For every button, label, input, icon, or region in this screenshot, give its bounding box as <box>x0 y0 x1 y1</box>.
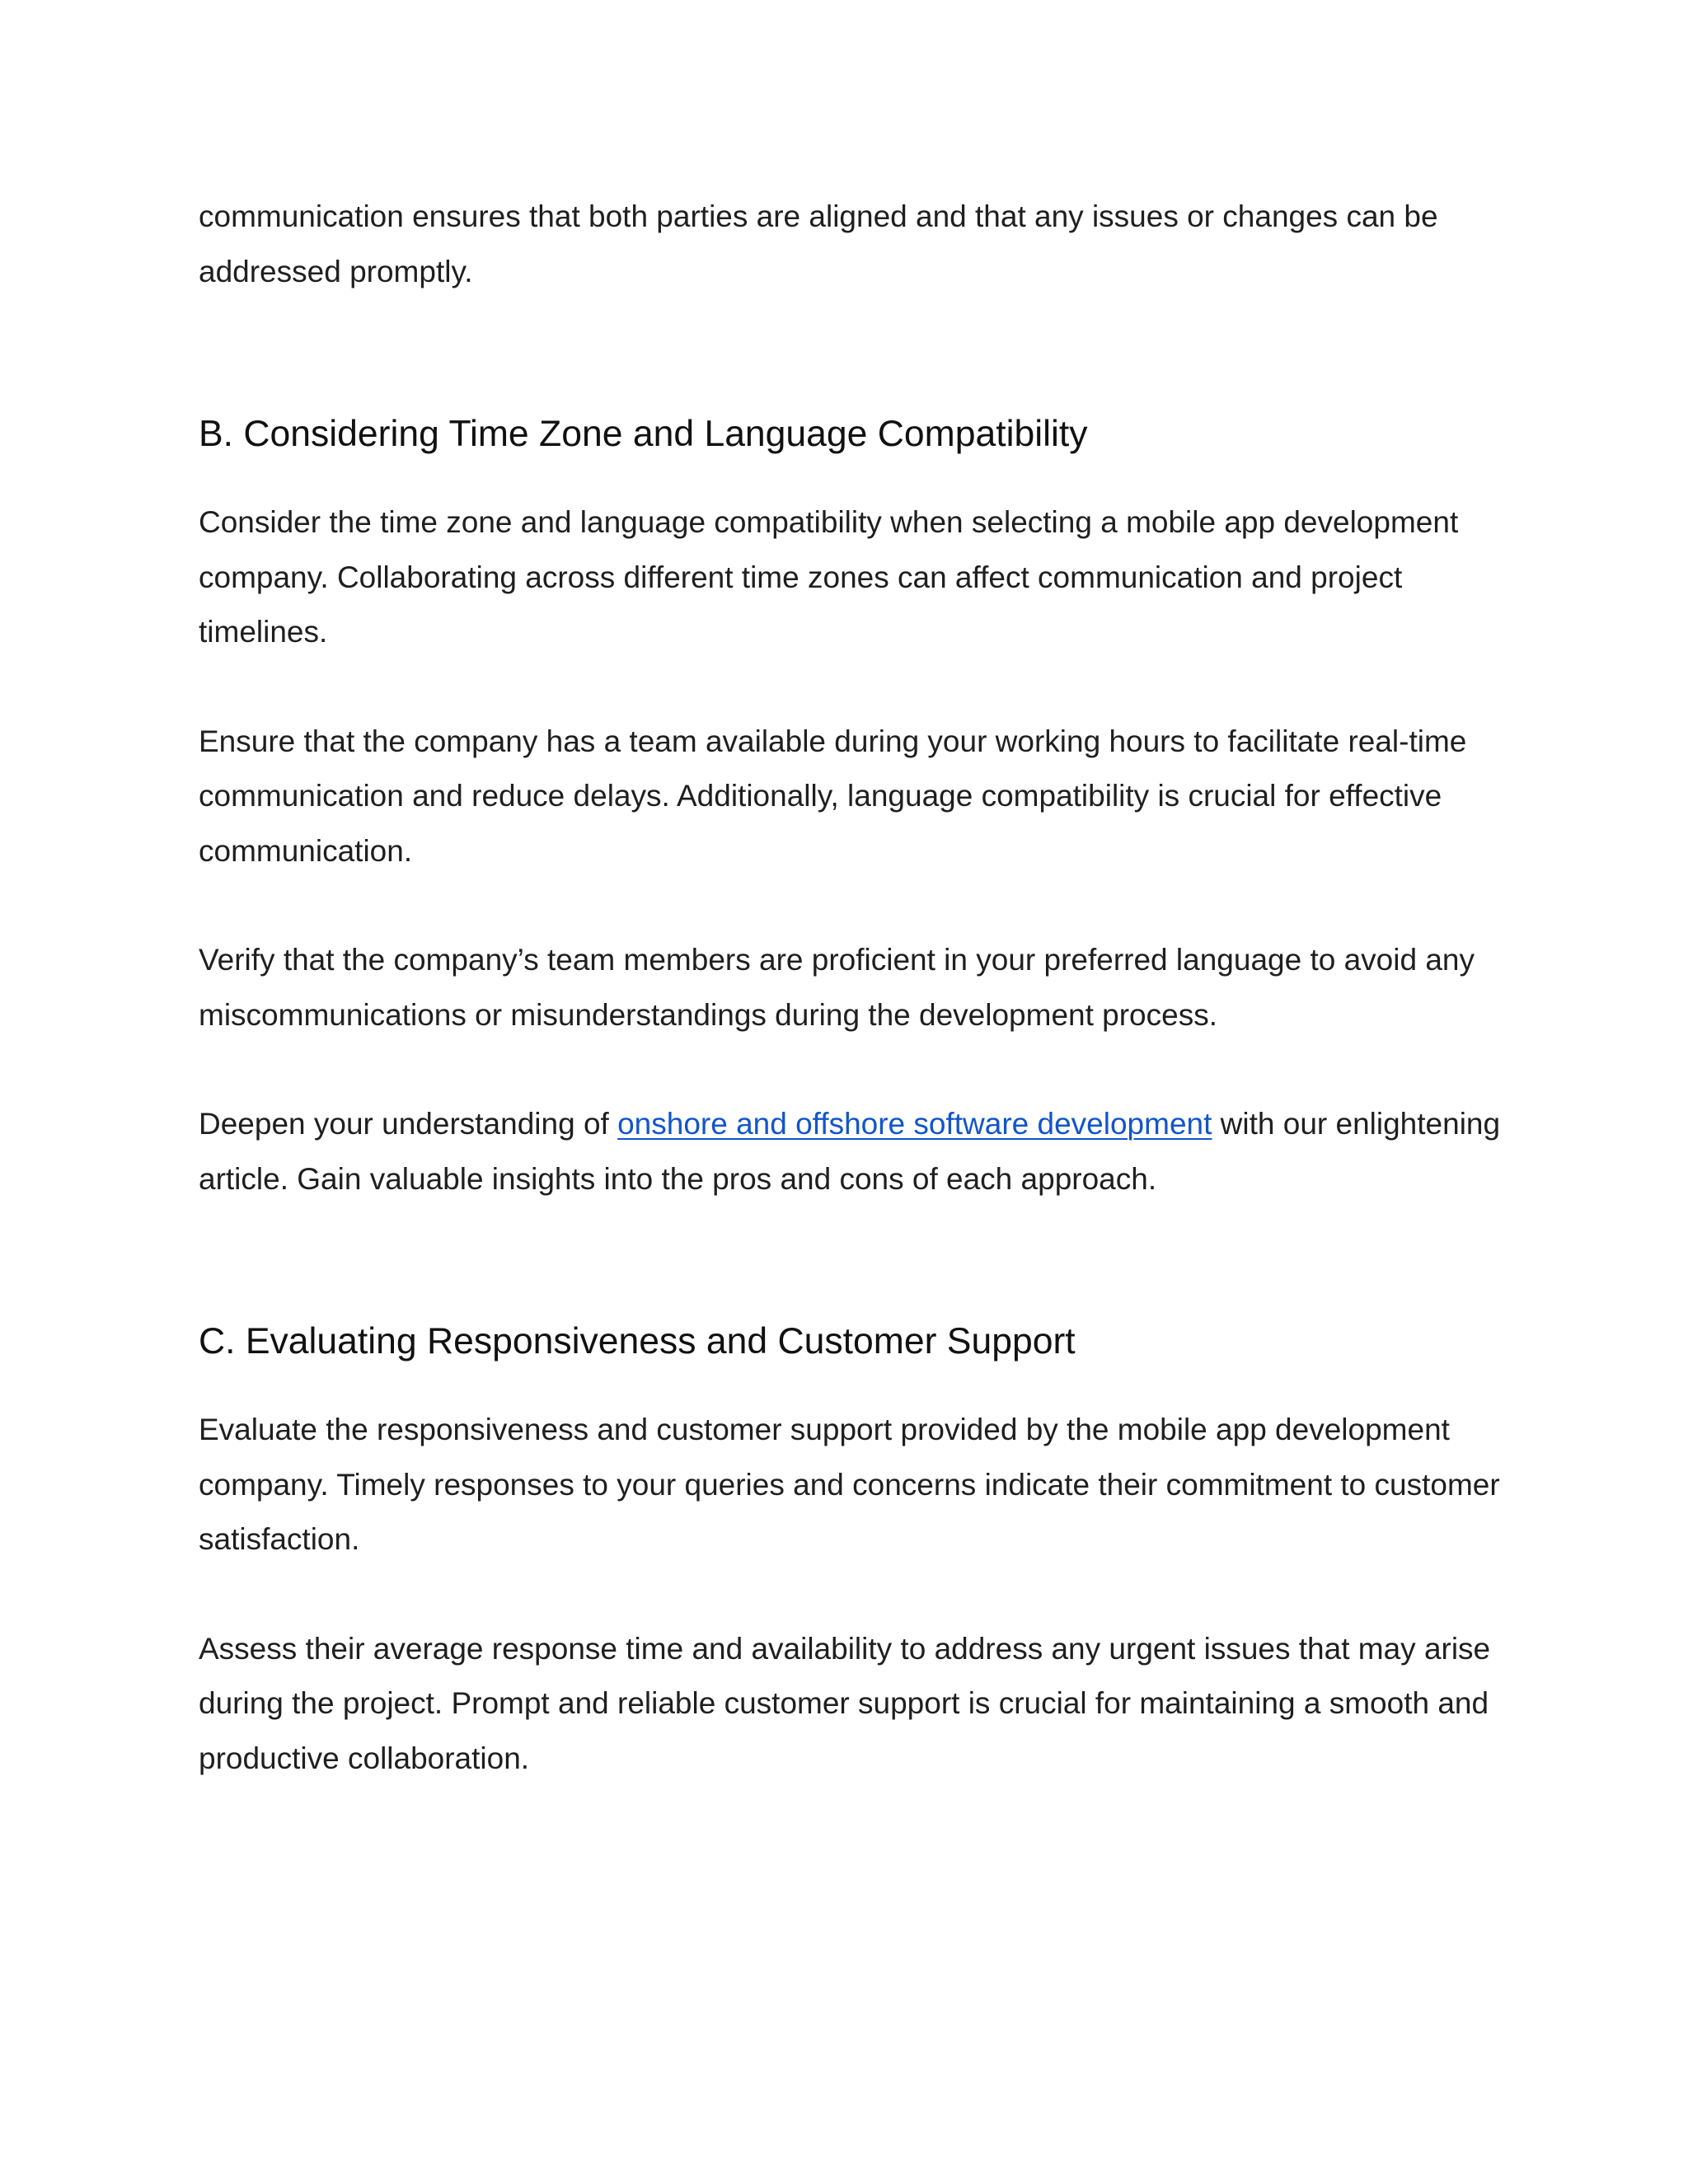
section-b-heading: B. Considering Time Zone and Language Compatibility <box>199 414 1088 454</box>
section-b-paragraph-1: Consider the time zone and language compatibility when selecting a mobile app development company. Collaborating across different time zones can affect communication and project timelines. <box>199 505 1459 649</box>
section-c-paragraph-1: Evaluate the responsiveness and customer support provided by the mobile app development company. Timely responses to your queries and concerns indicate their commitment to customer satisfaction. <box>199 1413 1500 1556</box>
link-paragraph-trail-text: with our enlightening article. Gain valuable insights into the pros and cons of each approach. <box>199 1107 1501 1196</box>
document-body <box>199 190 1517 1786</box>
section-b-paragraph-2: Ensure that the company has a team available during your working hours to facilitate real-time communication and reduce delays. Additionally, language compatibility is crucial for effective communication. <box>199 724 1467 868</box>
section-b-link-paragraph <box>199 1097 1517 1207</box>
section-c-paragraph-2: Assess their average response time and availability to address any urgent issues that may arise during the project. Prompt and reliable customer support is crucial for maintaining a smooth and productive collaboration. <box>199 1631 1491 1775</box>
section-c-heading: C. Evaluating Responsiveness and Customer Support <box>199 1321 1076 1361</box>
section-b-paragraph-3: Verify that the company’s team members are proficient in your preferred language to avoid any miscommunications or misunderstandings during the development process. <box>199 943 1475 1032</box>
intro-paragraph: communication ensures that both parties are aligned and that any issues or changes can be addressed promptly. <box>199 199 1438 288</box>
link-paragraph-lead-text: Deepen your understanding of <box>199 1107 618 1141</box>
onshore-offshore-article-link[interactable]: onshore and offshore software development <box>617 1107 1212 1141</box>
